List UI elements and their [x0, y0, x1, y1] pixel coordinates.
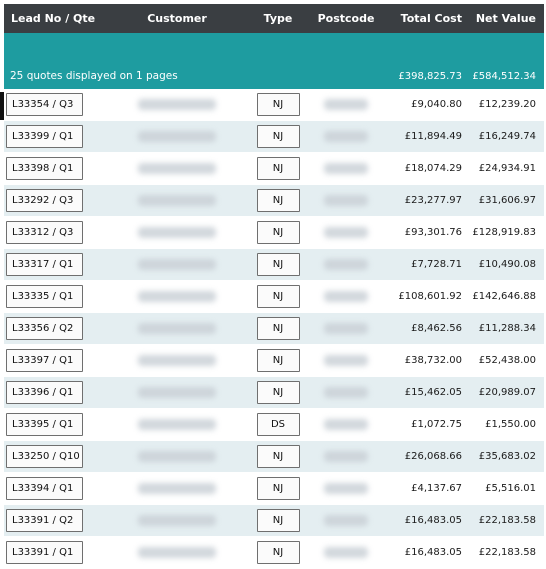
net-value-cell: £128,919.83 — [470, 217, 544, 249]
total-cost-cell: £7,728.71 — [386, 249, 470, 281]
lead-cell — [4, 281, 104, 313]
quotes-table — [4, 4, 544, 569]
table-row — [4, 345, 544, 377]
lead-qte-button[interactable]: L33397 / Q1 — [6, 349, 83, 372]
summary-total-cost: £398,825.73 — [386, 33, 470, 89]
lead-cell — [4, 217, 104, 249]
type-cell — [250, 345, 306, 377]
customer-redacted — [138, 483, 216, 494]
type-button[interactable]: NJ — [257, 317, 300, 340]
type-cell — [250, 409, 306, 441]
net-value-cell: £35,683.02 — [470, 441, 544, 473]
postcode-cell — [306, 377, 386, 409]
customer-redacted — [138, 259, 216, 270]
type-button[interactable]: NJ — [257, 253, 300, 276]
customer-cell — [104, 185, 250, 217]
type-button[interactable]: NJ — [257, 285, 300, 308]
postcode-redacted — [324, 227, 368, 238]
type-button[interactable]: NJ — [257, 541, 300, 564]
postcode-cell — [306, 505, 386, 537]
customer-redacted — [138, 355, 216, 366]
lead-cell — [4, 89, 104, 121]
table-row — [4, 537, 544, 569]
net-value-cell: £5,516.01 — [470, 473, 544, 505]
type-cell — [250, 441, 306, 473]
header-postcode[interactable]: Postcode — [306, 4, 386, 33]
postcode-redacted — [324, 515, 368, 526]
header-customer[interactable]: Customer — [104, 4, 250, 33]
customer-cell — [104, 89, 250, 121]
total-cost-cell: £93,301.76 — [386, 217, 470, 249]
type-button[interactable]: NJ — [257, 93, 300, 116]
total-cost-cell: £15,462.05 — [386, 377, 470, 409]
customer-redacted — [138, 515, 216, 526]
customer-cell — [104, 313, 250, 345]
net-value-cell: £22,183.58 — [470, 505, 544, 537]
type-button[interactable]: NJ — [257, 221, 300, 244]
table-row — [4, 473, 544, 505]
postcode-cell — [306, 249, 386, 281]
customer-cell — [104, 473, 250, 505]
postcode-cell — [306, 89, 386, 121]
customer-cell — [104, 537, 250, 569]
postcode-cell — [306, 473, 386, 505]
postcode-redacted — [324, 163, 368, 174]
lead-qte-button[interactable]: L33292 / Q3 — [6, 189, 83, 212]
lead-cell — [4, 249, 104, 281]
lead-qte-button[interactable]: L33396 / Q1 — [6, 381, 83, 404]
lead-cell — [4, 409, 104, 441]
total-cost-cell: £108,601.92 — [386, 281, 470, 313]
customer-redacted — [138, 195, 216, 206]
postcode-cell — [306, 409, 386, 441]
total-cost-cell: £23,277.97 — [386, 185, 470, 217]
table-row — [4, 121, 544, 153]
postcode-redacted — [324, 99, 368, 110]
lead-qte-button[interactable]: L33335 / Q1 — [6, 285, 83, 308]
type-button[interactable]: DS — [257, 413, 300, 436]
type-cell — [250, 537, 306, 569]
lead-cell — [4, 345, 104, 377]
total-cost-cell: £1,072.75 — [386, 409, 470, 441]
customer-cell — [104, 121, 250, 153]
type-button[interactable]: NJ — [257, 157, 300, 180]
customer-redacted — [138, 227, 216, 238]
lead-qte-button[interactable]: L33398 / Q1 — [6, 157, 83, 180]
lead-qte-button[interactable]: L33399 / Q1 — [6, 125, 83, 148]
net-value-cell: £11,288.34 — [470, 313, 544, 345]
postcode-cell — [306, 537, 386, 569]
lead-qte-button[interactable]: L33391 / Q1 — [6, 541, 83, 564]
type-button[interactable]: NJ — [257, 477, 300, 500]
type-cell — [250, 89, 306, 121]
lead-cell — [4, 537, 104, 569]
customer-cell — [104, 377, 250, 409]
lead-cell — [4, 377, 104, 409]
type-cell — [250, 505, 306, 537]
total-cost-cell: £16,483.05 — [386, 505, 470, 537]
type-cell — [250, 153, 306, 185]
postcode-cell — [306, 185, 386, 217]
quotes-count-text: 25 quotes displayed on 1 pages — [4, 33, 386, 89]
customer-cell — [104, 505, 250, 537]
net-value-cell: £22,183.58 — [470, 537, 544, 569]
total-cost-cell: £16,483.05 — [386, 537, 470, 569]
lead-cell — [4, 473, 104, 505]
header-net-value[interactable]: Net Value — [470, 4, 544, 33]
header-type[interactable]: Type — [250, 4, 306, 33]
net-value-cell: £10,490.08 — [470, 249, 544, 281]
lead-qte-button[interactable]: L33317 / Q1 — [6, 253, 83, 276]
net-value-cell: £52,438.00 — [470, 345, 544, 377]
table-row — [4, 281, 544, 313]
table-row — [4, 313, 544, 345]
net-value-cell: £24,934.91 — [470, 153, 544, 185]
lead-cell — [4, 121, 104, 153]
customer-redacted — [138, 163, 216, 174]
type-cell — [250, 313, 306, 345]
postcode-redacted — [324, 547, 368, 558]
postcode-redacted — [324, 387, 368, 398]
net-value-cell: £31,606.97 — [470, 185, 544, 217]
postcode-redacted — [324, 355, 368, 366]
postcode-cell — [306, 345, 386, 377]
table-row — [4, 185, 544, 217]
customer-redacted — [138, 291, 216, 302]
total-cost-cell: £38,732.00 — [386, 345, 470, 377]
customer-redacted — [138, 131, 216, 142]
table-header-row — [4, 4, 544, 33]
table-row — [4, 217, 544, 249]
customer-redacted — [138, 419, 216, 430]
lead-cell — [4, 153, 104, 185]
table-row — [4, 409, 544, 441]
customer-redacted — [138, 451, 216, 462]
postcode-redacted — [324, 259, 368, 270]
table-row — [4, 441, 544, 473]
summary-net-value: £584,512.34 — [470, 33, 544, 89]
total-cost-cell: £8,462.56 — [386, 313, 470, 345]
net-value-cell: £142,646.88 — [470, 281, 544, 313]
postcode-redacted — [324, 483, 368, 494]
type-button[interactable]: NJ — [257, 381, 300, 404]
customer-redacted — [138, 387, 216, 398]
customer-redacted — [138, 323, 216, 334]
postcode-redacted — [324, 323, 368, 334]
postcode-redacted — [324, 451, 368, 462]
lead-qte-button[interactable]: L33356 / Q2 — [6, 317, 83, 340]
lead-qte-button[interactable]: L33354 / Q3 — [6, 93, 83, 116]
total-cost-cell: £11,894.49 — [386, 121, 470, 153]
postcode-redacted — [324, 291, 368, 302]
lead-qte-button[interactable]: L33250 / Q10 — [6, 445, 83, 468]
customer-cell — [104, 281, 250, 313]
table-row — [4, 505, 544, 537]
lead-cell — [4, 441, 104, 473]
net-value-cell: £12,239.20 — [470, 89, 544, 121]
customer-redacted — [138, 99, 216, 110]
total-cost-cell: £9,040.80 — [386, 89, 470, 121]
postcode-cell — [306, 153, 386, 185]
type-cell — [250, 185, 306, 217]
customer-cell — [104, 217, 250, 249]
customer-cell — [104, 345, 250, 377]
type-button[interactable]: NJ — [257, 445, 300, 468]
lead-qte-button[interactable]: L33391 / Q2 — [6, 509, 83, 532]
table-row — [4, 153, 544, 185]
type-cell — [250, 217, 306, 249]
postcode-redacted — [324, 419, 368, 430]
lead-qte-button[interactable]: L33312 / Q3 — [6, 221, 83, 244]
net-value-cell: £1,550.00 — [470, 409, 544, 441]
header-lead-qte[interactable]: Lead No / Qte — [4, 4, 104, 33]
customer-cell — [104, 249, 250, 281]
postcode-cell — [306, 281, 386, 313]
total-cost-cell: £26,068.66 — [386, 441, 470, 473]
type-cell — [250, 281, 306, 313]
customer-cell — [104, 153, 250, 185]
total-cost-cell: £18,074.29 — [386, 153, 470, 185]
type-cell — [250, 121, 306, 153]
postcode-cell — [306, 313, 386, 345]
customer-redacted — [138, 547, 216, 558]
total-cost-cell: £4,137.67 — [386, 473, 470, 505]
summary-row — [4, 33, 544, 89]
postcode-cell — [306, 441, 386, 473]
type-button[interactable]: NJ — [257, 125, 300, 148]
type-cell — [250, 473, 306, 505]
lead-cell — [4, 313, 104, 345]
type-button[interactable]: NJ — [257, 509, 300, 532]
postcode-redacted — [324, 195, 368, 206]
type-button[interactable]: NJ — [257, 189, 300, 212]
type-button[interactable]: NJ — [257, 349, 300, 372]
postcode-cell — [306, 121, 386, 153]
net-value-cell: £16,249.74 — [470, 121, 544, 153]
postcode-cell — [306, 217, 386, 249]
customer-cell — [104, 409, 250, 441]
postcode-redacted — [324, 131, 368, 142]
type-cell — [250, 249, 306, 281]
net-value-cell: £20,989.07 — [470, 377, 544, 409]
customer-cell — [104, 441, 250, 473]
type-cell — [250, 377, 306, 409]
lead-cell — [4, 185, 104, 217]
lead-qte-button[interactable]: L33395 / Q1 — [6, 413, 83, 436]
table-row — [4, 377, 544, 409]
lead-cell — [4, 505, 104, 537]
table-row — [4, 89, 544, 121]
header-total-cost[interactable]: Total Cost — [386, 4, 470, 33]
table-row — [4, 249, 544, 281]
lead-qte-button[interactable]: L33394 / Q1 — [6, 477, 83, 500]
